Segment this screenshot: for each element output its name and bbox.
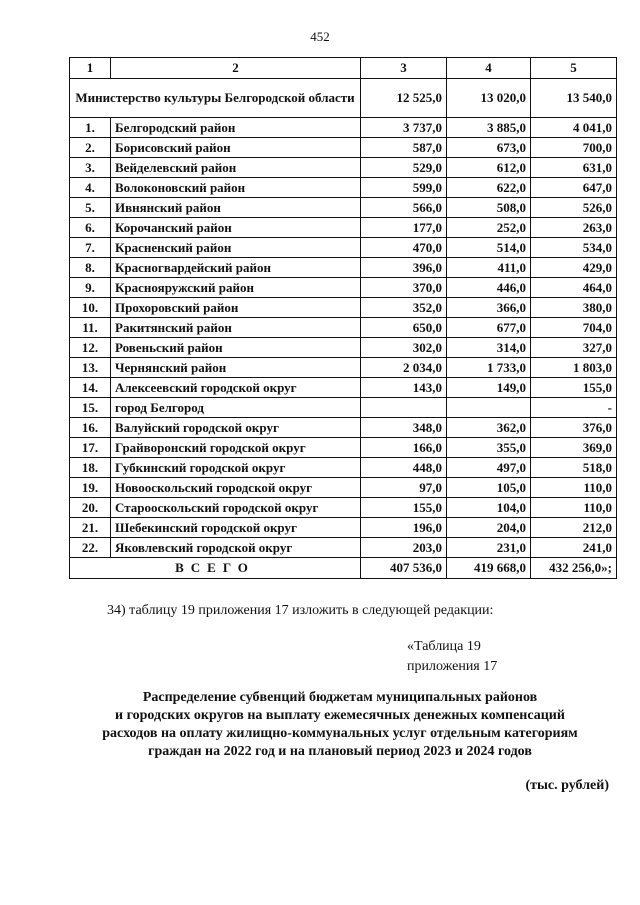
table-row (70, 278, 617, 298)
table-row (70, 478, 617, 498)
table-header-row (70, 58, 617, 79)
row-name: город Белгород (111, 398, 361, 418)
row-value-2023: 677,0 (447, 318, 531, 338)
row-name: Белгородский район (111, 118, 361, 138)
row-number: 13. (70, 358, 111, 378)
row-number: 11. (70, 318, 111, 338)
row-value-2024: 380,0 (531, 298, 617, 318)
row-number: 6. (70, 218, 111, 238)
row-value-2022: 196,0 (361, 518, 447, 538)
row-value-2022: 302,0 (361, 338, 447, 358)
row-name: Ивнянский район (111, 198, 361, 218)
row-value-2024: 631,0 (531, 158, 617, 178)
row-value-2023: 204,0 (447, 518, 531, 538)
ministry-row (70, 79, 617, 118)
row-number: 17. (70, 438, 111, 458)
row-value-2024: 110,0 (531, 478, 617, 498)
row-number: 22. (70, 538, 111, 558)
row-value-2023: 446,0 (447, 278, 531, 298)
table-row (70, 498, 617, 518)
row-value-2024: 241,0 (531, 538, 617, 558)
header-cell: 1 (70, 58, 111, 79)
row-name: Ровеньский район (111, 338, 361, 358)
row-value-2023: 514,0 (447, 238, 531, 258)
row-name: Старооскольский городской округ (111, 498, 361, 518)
header-cell: 4 (447, 58, 531, 79)
table-row (70, 298, 617, 318)
row-value-2022: 352,0 (361, 298, 447, 318)
table-reference-line: «Таблица 19 (407, 639, 481, 654)
table-row (70, 118, 617, 138)
ministry-value-2023: 13 020,0 (447, 79, 531, 118)
row-value-2024: 376,0 (531, 418, 617, 438)
row-name: Красногвардейский район (111, 258, 361, 278)
heading-line: Распределение субвенций бюджетам муниципальных районов (142, 690, 538, 705)
row-value-2022 (361, 398, 447, 418)
row-value-2022: 155,0 (361, 498, 447, 518)
row-value-2024: 526,0 (531, 198, 617, 218)
row-name: Шебекинский городской округ (111, 518, 361, 538)
row-value-2022: 448,0 (361, 458, 447, 478)
row-value-2023 (447, 398, 531, 418)
row-name: Прохоровский район (111, 298, 361, 318)
row-value-2024: 263,0 (531, 218, 617, 238)
units-label: (тыс. рублей) (525, 778, 609, 793)
row-value-2022: 143,0 (361, 378, 447, 398)
row-value-2023: 673,0 (447, 138, 531, 158)
instruction-text: 34) таблицу 19 приложения 17 изложить в следующей редакции: (107, 603, 494, 618)
row-value-2022: 2 034,0 (361, 358, 447, 378)
row-value-2023: 149,0 (447, 378, 531, 398)
row-value-2022: 470,0 (361, 238, 447, 258)
table-row (70, 238, 617, 258)
table-row (70, 138, 617, 158)
table-row (70, 198, 617, 218)
row-value-2022: 370,0 (361, 278, 447, 298)
row-value-2024: - (531, 398, 617, 418)
table-reference (407, 637, 497, 677)
row-number: 12. (70, 338, 111, 358)
row-name: Валуйский городской округ (111, 418, 361, 438)
row-value-2023: 366,0 (447, 298, 531, 318)
table-row (70, 318, 617, 338)
ministry-value-2024: 13 540,0 (531, 79, 617, 118)
row-number: 3. (70, 158, 111, 178)
row-value-2024: 212,0 (531, 518, 617, 538)
row-name: Волоконовский район (111, 178, 361, 198)
row-value-2022: 587,0 (361, 138, 447, 158)
row-number: 5. (70, 198, 111, 218)
ministry-value-2022: 12 525,0 (361, 79, 447, 118)
row-value-2023: 3 885,0 (447, 118, 531, 138)
row-number: 14. (70, 378, 111, 398)
table-row (70, 518, 617, 538)
row-value-2022: 203,0 (361, 538, 447, 558)
row-value-2024: 464,0 (531, 278, 617, 298)
row-number: 7. (70, 238, 111, 258)
row-value-2024: 518,0 (531, 458, 617, 478)
table-row (70, 178, 617, 198)
row-value-2024: 704,0 (531, 318, 617, 338)
row-value-2022: 396,0 (361, 258, 447, 278)
header-cell: 5 (531, 58, 617, 79)
row-number: 20. (70, 498, 111, 518)
row-number: 18. (70, 458, 111, 478)
total-value-2024: 432 256,0»; (531, 558, 617, 579)
row-value-2023: 252,0 (447, 218, 531, 238)
row-name: Красненский район (111, 238, 361, 258)
page-number: 452 (310, 29, 330, 44)
total-label: ВСЕГО (70, 558, 361, 579)
document-heading (60, 689, 620, 761)
row-value-2024: 4 041,0 (531, 118, 617, 138)
row-value-2024: 429,0 (531, 258, 617, 278)
row-name: Корочанский район (111, 218, 361, 238)
row-value-2024: 1 803,0 (531, 358, 617, 378)
row-name: Чернянский район (111, 358, 361, 378)
row-value-2022: 529,0 (361, 158, 447, 178)
row-number: 21. (70, 518, 111, 538)
subvention-table (69, 57, 617, 579)
row-value-2023: 104,0 (447, 498, 531, 518)
row-value-2024: 327,0 (531, 338, 617, 358)
total-value-2022: 407 536,0 (361, 558, 447, 579)
row-name: Грайворонский городской округ (111, 438, 361, 458)
total-value-2023: 419 668,0 (447, 558, 531, 579)
total-row (70, 558, 617, 579)
row-value-2022: 166,0 (361, 438, 447, 458)
header-cell: 2 (111, 58, 361, 79)
row-number: 16. (70, 418, 111, 438)
row-number: 10. (70, 298, 111, 318)
row-value-2023: 314,0 (447, 338, 531, 358)
table-row (70, 218, 617, 238)
row-value-2022: 599,0 (361, 178, 447, 198)
row-value-2024: 647,0 (531, 178, 617, 198)
row-name: Борисовский район (111, 138, 361, 158)
heading-line: граждан на 2022 год и на плановый период 2023 и 2024 годов (148, 744, 532, 759)
table-row (70, 398, 617, 418)
table-reference-line: приложения 17 (407, 659, 498, 674)
row-value-2023: 497,0 (447, 458, 531, 478)
row-value-2023: 355,0 (447, 438, 531, 458)
row-value-2023: 362,0 (447, 418, 531, 438)
table-row (70, 458, 617, 478)
row-value-2024: 110,0 (531, 498, 617, 518)
row-name: Губкинский городской округ (111, 458, 361, 478)
row-value-2023: 622,0 (447, 178, 531, 198)
row-name: Алексеевский городской округ (111, 378, 361, 398)
row-value-2024: 155,0 (531, 378, 617, 398)
table-row (70, 378, 617, 398)
row-name: Ракитянский район (111, 318, 361, 338)
table-row (70, 538, 617, 558)
row-value-2022: 97,0 (361, 478, 447, 498)
table-row (70, 158, 617, 178)
row-value-2023: 508,0 (447, 198, 531, 218)
row-value-2022: 3 737,0 (361, 118, 447, 138)
heading-line: расходов на оплату жилищно-коммунальных услуг отдельным категориям (102, 726, 578, 741)
row-value-2024: 534,0 (531, 238, 617, 258)
table-row (70, 258, 617, 278)
row-number: 9. (70, 278, 111, 298)
row-value-2023: 105,0 (447, 478, 531, 498)
row-number: 19. (70, 478, 111, 498)
row-value-2023: 411,0 (447, 258, 531, 278)
row-number: 2. (70, 138, 111, 158)
header-cell: 3 (361, 58, 447, 79)
row-value-2023: 612,0 (447, 158, 531, 178)
row-name: Вейделевский район (111, 158, 361, 178)
row-name: Краснояружский район (111, 278, 361, 298)
row-value-2024: 369,0 (531, 438, 617, 458)
row-value-2024: 700,0 (531, 138, 617, 158)
row-number: 15. (70, 398, 111, 418)
heading-line: и городских округов на выплату ежемесячных денежных компенсаций (115, 708, 565, 723)
row-value-2023: 1 733,0 (447, 358, 531, 378)
table-row (70, 438, 617, 458)
row-number: 1. (70, 118, 111, 138)
row-number: 8. (70, 258, 111, 278)
row-value-2022: 177,0 (361, 218, 447, 238)
table-row (70, 418, 617, 438)
row-value-2022: 650,0 (361, 318, 447, 338)
row-value-2022: 348,0 (361, 418, 447, 438)
ministry-label: Министерство культуры Белгородской области (70, 79, 361, 118)
row-number: 4. (70, 178, 111, 198)
row-value-2022: 566,0 (361, 198, 447, 218)
table-row (70, 338, 617, 358)
row-name: Яковлевский городской округ (111, 538, 361, 558)
row-value-2023: 231,0 (447, 538, 531, 558)
table-row (70, 358, 617, 378)
row-name: Новооскольский городской округ (111, 478, 361, 498)
